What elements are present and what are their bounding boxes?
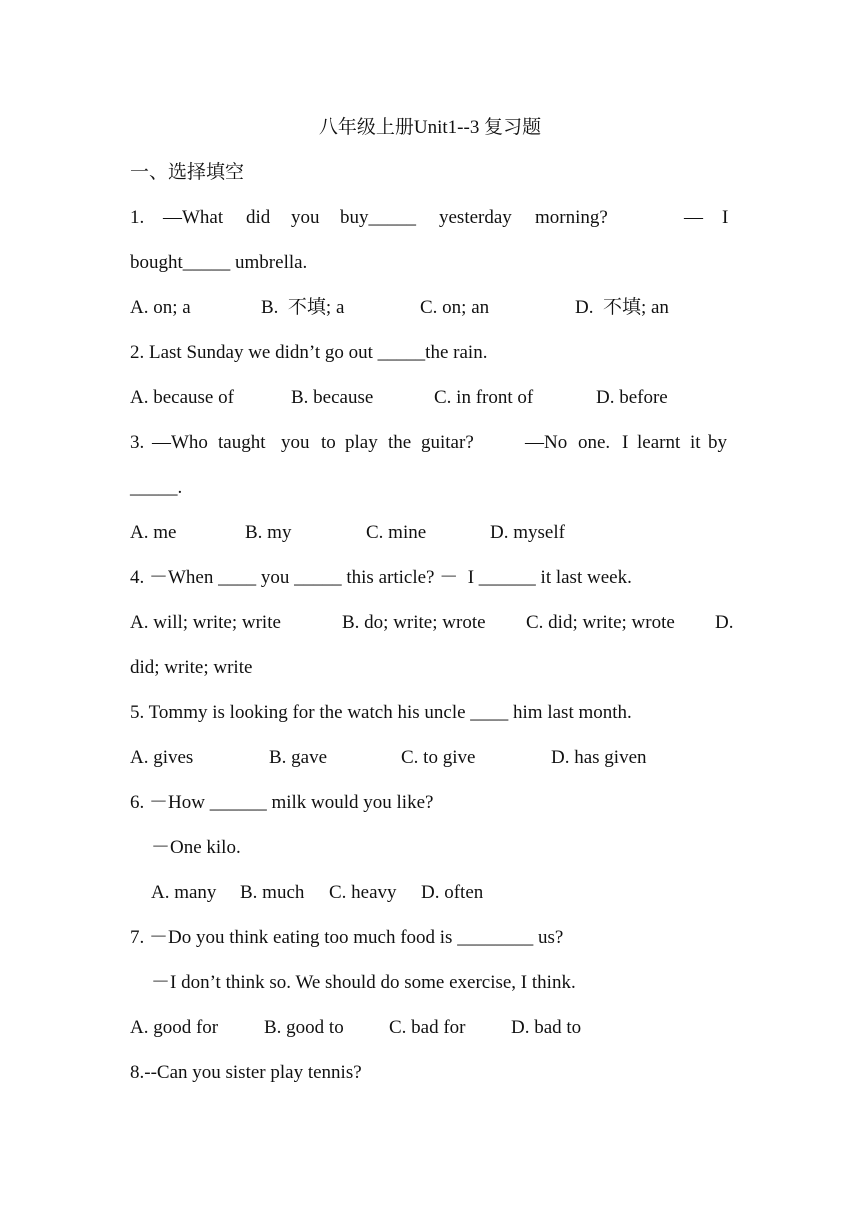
q2-option-a: A. because of <box>130 387 234 408</box>
q3-word: one. <box>578 432 611 453</box>
q6-option-b: B. much <box>240 882 305 903</box>
q2-option-b: B. because <box>291 387 374 408</box>
q1-word: did <box>246 207 271 228</box>
q4-option-b: B. do; write; wrote <box>342 612 486 633</box>
q3-word: —Who <box>152 432 208 453</box>
q5-option-c: C. to give <box>401 747 476 768</box>
q5-option-b: B. gave <box>269 747 328 768</box>
q3-word: taught <box>218 432 266 453</box>
q3-option-d: D. myself <box>490 522 565 543</box>
q7-option-a: A. good for <box>130 1017 219 1038</box>
q1-option-d: D. 不填; an <box>575 297 669 318</box>
q1-line2: bought_____ umbrella. <box>130 252 308 273</box>
q6-option-c: C. heavy <box>329 882 397 903</box>
q5-option-d: D. has given <box>551 747 647 768</box>
q3-line2: _____. <box>130 477 183 498</box>
q5-option-a: A. gives <box>130 747 194 768</box>
q7-option-b: B. good to <box>264 1017 344 1038</box>
q3-option-c: C. mine <box>366 522 427 543</box>
q5-stem: 5. Tommy is looking for the watch his uncle ____ him last month. <box>130 702 632 723</box>
q4-line3: did; write; write <box>130 657 253 678</box>
q7-option-d: D. bad to <box>511 1017 582 1038</box>
q1-word: —What <box>163 207 224 228</box>
q1-option-a: A. on; a <box>130 297 191 318</box>
q3-option-b: B. my <box>245 522 292 543</box>
section-heading: 一、选择填空 <box>130 162 245 183</box>
q3-option-a: A. me <box>130 522 177 543</box>
q4-option-a: A. will; write; write <box>130 612 281 633</box>
q7-stem: 7. －Do you think eating too much food is ________ us? <box>130 927 564 948</box>
q7-answer: －I don’t think so. We should do some exercise, I think. <box>151 972 576 993</box>
q3-word: to <box>321 432 336 453</box>
page-title: 八年级上册Unit1--3 复习题 <box>318 117 542 138</box>
q3-word: —No <box>525 432 568 453</box>
q8-stem: 8.--Can you sister play tennis? <box>130 1062 362 1083</box>
q3-word: you <box>281 432 310 453</box>
q3-word: guitar? <box>421 432 474 453</box>
q2-option-d: D. before <box>596 387 668 408</box>
q1-word: — <box>684 207 703 228</box>
q1-option-c: C. on; an <box>420 297 490 318</box>
q2-option-c: C. in front of <box>434 387 534 408</box>
q4-option-c: C. did; write; wrote <box>526 612 675 633</box>
q4-option-d: D. <box>715 612 734 633</box>
q3-word: it <box>690 432 701 453</box>
q7-option-c: C. bad for <box>389 1017 466 1038</box>
q3-word: I <box>622 432 629 453</box>
q3-word: play <box>345 432 378 453</box>
q6-option-a: A. many <box>151 882 217 903</box>
q1-word: 1. <box>130 207 145 228</box>
q3-word: 3. <box>130 432 145 453</box>
q1-word: I <box>722 207 729 228</box>
q3-word: learnt <box>637 432 681 453</box>
q6-stem: 6. －How ______ milk would you like? <box>130 792 434 813</box>
q3-word: by <box>708 432 727 453</box>
q4-stem: 4. －When ____ you _____ this article? － I ______ it last week. <box>130 567 632 588</box>
q1-word: yesterday <box>439 207 512 228</box>
q1-option-b: B. 不填; a <box>261 297 345 318</box>
q1-word: you <box>291 207 320 228</box>
q6-option-d: D. often <box>421 882 484 903</box>
q3-word: the <box>388 432 412 453</box>
q1-word: morning? <box>535 207 608 228</box>
q1-word: buy_____ <box>340 207 416 228</box>
q2-stem: 2. Last Sunday we didn’t go out _____the rain. <box>130 342 488 363</box>
q6-answer: －One kilo. <box>151 837 241 858</box>
